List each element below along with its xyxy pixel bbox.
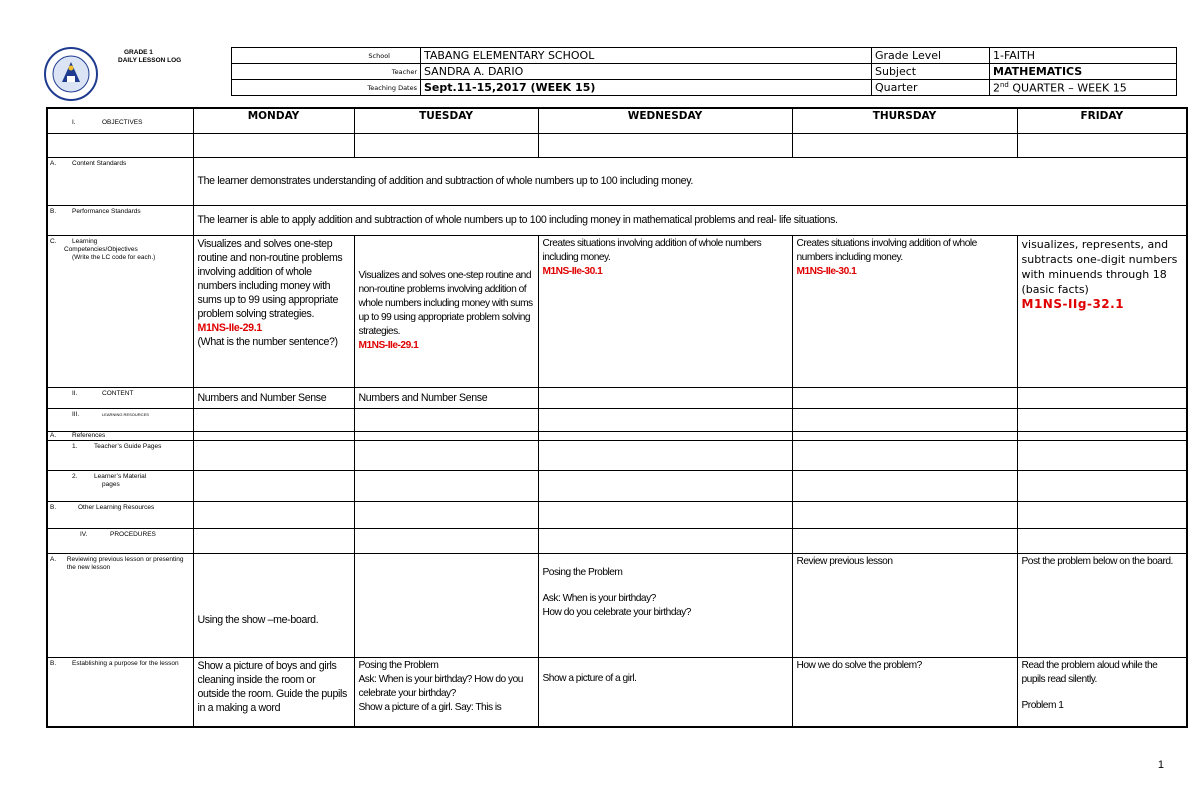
learning-resources-row bbox=[47, 408, 1187, 431]
reviewing-friday: Post the problem below on the board. bbox=[1017, 553, 1187, 657]
teacher-label: Teacher bbox=[232, 64, 421, 80]
school-value: TABANG ELEMENTARY SCHOOL bbox=[421, 48, 872, 64]
blank-row bbox=[47, 133, 1187, 157]
purpose-wednesday: Show a picture of a girl. bbox=[538, 657, 792, 727]
purpose-row bbox=[47, 657, 1187, 727]
content-tuesday: Numbers and Number Sense bbox=[354, 387, 538, 408]
reviewing-row bbox=[47, 553, 1187, 657]
objectives-label: I. OBJECTIVES bbox=[47, 108, 193, 133]
grade-title: GRADE 1 bbox=[124, 49, 153, 56]
day-header-friday: FRIDAY bbox=[1017, 108, 1187, 133]
learners-material-row bbox=[47, 470, 1187, 501]
teacher-value: SANDRA A. DARIO bbox=[421, 64, 872, 80]
lesson-log-table bbox=[46, 107, 1188, 728]
lc-code-monday: M1NS-IIe-29.1 bbox=[197, 321, 262, 334]
references-row bbox=[47, 431, 1187, 440]
references-label: A. References bbox=[47, 431, 193, 440]
day-header-monday: MONDAY bbox=[193, 108, 354, 133]
day-header-thursday: THURSDAY bbox=[792, 108, 1017, 133]
competencies-row bbox=[47, 235, 1187, 387]
lc-code-friday: M1NS-IIg-32.1 bbox=[1021, 296, 1125, 311]
quarter-label: Quarter bbox=[872, 80, 990, 96]
content-standards-row bbox=[47, 157, 1187, 205]
subject-label: Subject bbox=[872, 64, 990, 80]
lc-code-thursday: M1NS-IIe-30.1 bbox=[796, 265, 857, 277]
content-monday: Numbers and Number Sense bbox=[193, 387, 354, 408]
page-number: 1 bbox=[1157, 759, 1164, 771]
content-label: II. CONTENT bbox=[47, 387, 193, 408]
subject-value: MATHEMATICS bbox=[990, 64, 1177, 80]
learning-resources-label: III. LEARNING RESOURCES bbox=[47, 408, 193, 431]
day-header-tuesday: TUESDAY bbox=[354, 108, 538, 133]
content-standards-text: The learner demonstrates understanding of addition and subtraction of whole numbers up to 100 including money. bbox=[193, 157, 1187, 205]
purpose-tuesday: Posing the Problem Ask: When is your birthday? How do you celebrate your birthday? Show a picture of a girl. Say: This is bbox=[354, 657, 538, 727]
day-header-row bbox=[47, 108, 1187, 133]
purpose-friday: Read the problem aloud while the pupils read silently. Problem 1 bbox=[1017, 657, 1187, 727]
other-resources-label: B. Other Learning Resources bbox=[47, 501, 193, 528]
learners-material-label: 2. Learner’s Material pages bbox=[47, 470, 193, 501]
competency-tuesday: Visualizes and solves one-step routine and non-routine problems involving addition of whole numbers including money with sums up to 99 using appropriate problem solving strategies. M1NS-IIe-29.1 bbox=[354, 235, 538, 387]
lc-code-wednesday: M1NS-IIe-30.1 bbox=[542, 265, 603, 277]
performance-standards-label: B. Performance Standards bbox=[47, 205, 193, 235]
grade-level-label: Grade Level bbox=[872, 48, 990, 64]
competency-wednesday: Creates situations involving addition of whole numbers including money. M1NS-IIe-30.1 bbox=[538, 235, 792, 387]
reviewing-wednesday: Posing the Problem Ask: When is your birthday? How do you celebrate your birthday? bbox=[538, 553, 792, 657]
teachers-guide-row bbox=[47, 440, 1187, 470]
log-title: DAILY LESSON LOG bbox=[118, 57, 182, 64]
dates-label: Teaching Dates bbox=[232, 80, 421, 96]
competency-thursday: Creates situations involving addition of whole numbers including money. M1NS-IIe-30.1 bbox=[792, 235, 1017, 387]
day-header-wednesday: WEDNESDAY bbox=[538, 108, 792, 133]
deped-seal-logo bbox=[40, 46, 102, 102]
content-row bbox=[47, 387, 1187, 408]
reviewing-thursday: Review previous lesson bbox=[792, 553, 1017, 657]
lc-code-tuesday: M1NS-IIe-29.1 bbox=[358, 340, 419, 351]
header-info-table bbox=[231, 47, 1177, 96]
teachers-guide-label: 1. Teacher’s Guide Pages bbox=[47, 440, 193, 470]
other-resources-row bbox=[47, 501, 1187, 528]
performance-standards-row bbox=[47, 205, 1187, 235]
competencies-label: C. Learning Competencies/Objectives (Write the LC code for each.) bbox=[47, 235, 193, 387]
purpose-label: B. Establishing a purpose for the lesson bbox=[47, 657, 193, 727]
quarter-value: 2nd QUARTER – WEEK 15 bbox=[990, 80, 1177, 96]
procedures-label: IV. PROCEDURES bbox=[47, 528, 193, 553]
reviewing-monday: Using the show –me-board. bbox=[193, 553, 354, 657]
purpose-monday: Show a picture of boys and girls cleaning inside the room or outside the room. Guide the pupils in a making a word bbox=[193, 657, 354, 727]
school-label: School bbox=[232, 48, 421, 64]
performance-standards-text: The learner is able to apply addition and subtraction of whole numbers up to 100 including money in mathematical problems and real- life situations. bbox=[193, 205, 1187, 235]
procedures-row bbox=[47, 528, 1187, 553]
dates-value: Sept.11-15,2017 (WEEK 15) bbox=[421, 80, 872, 96]
grade-level-value: 1-FAITH bbox=[990, 48, 1177, 64]
competency-monday: Visualizes and solves one-step routine and non-routine problems involving addition of whole numbers including money with sums up to 99 using appropriate problem solving strategies. M1NS-IIe-29.1 (What is the number sentence?) bbox=[193, 235, 354, 387]
competency-friday: visualizes, represents, and subtracts one-digit numbers with minuends through 18 (basic facts) M1NS-IIg-32.1 bbox=[1017, 235, 1187, 387]
reviewing-label: A. Reviewing previous lesson or presenting the new lesson bbox=[47, 553, 193, 657]
content-standards-label: A. Content Standards bbox=[47, 157, 193, 205]
purpose-thursday: How we do solve the problem? bbox=[792, 657, 1017, 727]
